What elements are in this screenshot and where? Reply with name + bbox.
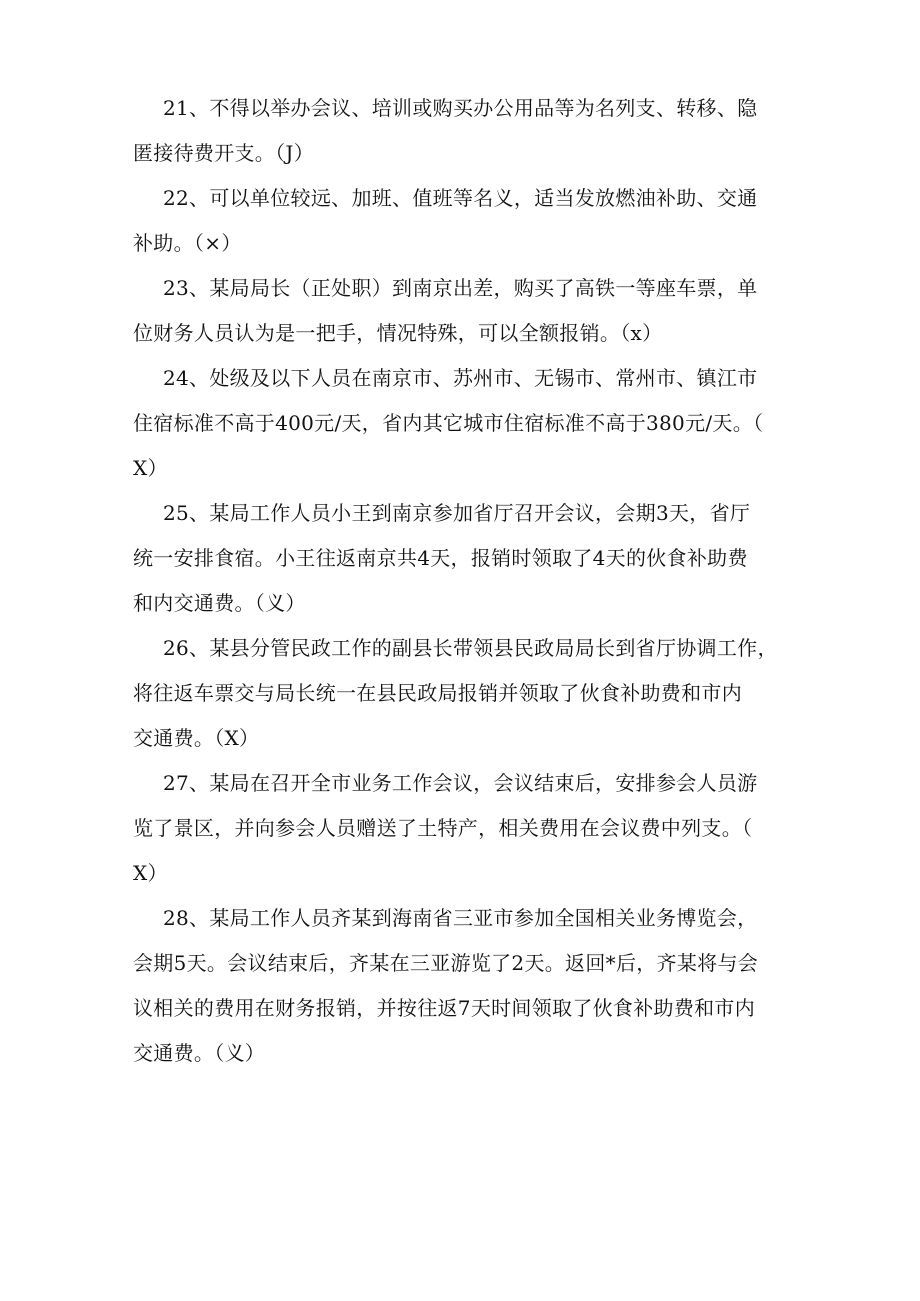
question-line: 和内交通费。（义） <box>133 591 306 615</box>
question-line: 21、不得以举办会议、培训或购买办公用品等为名列支、转移、隐 <box>163 96 758 120</box>
question-line: 交通费。（义） <box>133 1041 266 1065</box>
question-26 <box>133 636 793 750</box>
question-line: 匿接待费开支。（J） <box>133 141 315 165</box>
question-line: 26、某县分管民政工作的副县长带领县民政局局长到省厅协调工作， <box>163 636 778 660</box>
question-line: 议相关的费用在财务报销，并按往返7天时间领取了伙食补助费和市内 <box>133 996 756 1020</box>
document-body <box>133 96 793 1086</box>
question-line: 27、某局在召开全市业务工作会议，会议结束后，安排参会人员游 <box>163 771 758 795</box>
question-line: 位财务人员认为是一把手，情况特殊，可以全额报销。（x） <box>133 321 663 345</box>
question-line: 会期5天。会议结束后，齐某在三亚游览了2天。返回*后，齐某将与会 <box>133 951 759 975</box>
question-27 <box>133 771 793 885</box>
question-21 <box>133 96 793 165</box>
question-28 <box>133 906 793 1065</box>
question-line: 25、某局工作人员小王到南京参加省厅召开会议，会期3天，省厅 <box>163 501 751 525</box>
question-line: 22、可以单位较远、加班、值班等名义，适当发放燃油补助、交通 <box>163 186 758 210</box>
question-line: 交通费。（X） <box>133 726 260 750</box>
question-line: 将往返车票交与局长统一在县民政局报销并领取了伙食补助费和市内 <box>133 681 742 705</box>
question-line: 统一安排食宿。小王往返南京共4天，报销时领取了4天的伙食补助费 <box>133 546 748 570</box>
question-line: X） <box>133 456 168 480</box>
question-24 <box>133 366 793 480</box>
question-line: X） <box>133 861 168 885</box>
question-line: 23、某局局长（正处职）到南京出差，购买了高铁一等座车票，单 <box>163 276 758 300</box>
question-25 <box>133 501 793 615</box>
question-line: 补助。（×） <box>133 231 242 255</box>
question-line: 28、某局工作人员齐某到海南省三亚市参加全国相关业务博览会， <box>163 906 758 930</box>
question-23 <box>133 276 793 345</box>
question-line: 住宿标准不高于400元/天，省内其它城市住宿标准不高于380元/天。（ <box>133 411 764 435</box>
question-22 <box>133 186 793 255</box>
question-line: 24、处级及以下人员在南京市、苏州市、无锡市、常州市、镇江市 <box>163 366 758 390</box>
question-line: 览了景区，并向参会人员赠送了土特产，相关费用在会议费中列支。（ <box>133 816 753 840</box>
